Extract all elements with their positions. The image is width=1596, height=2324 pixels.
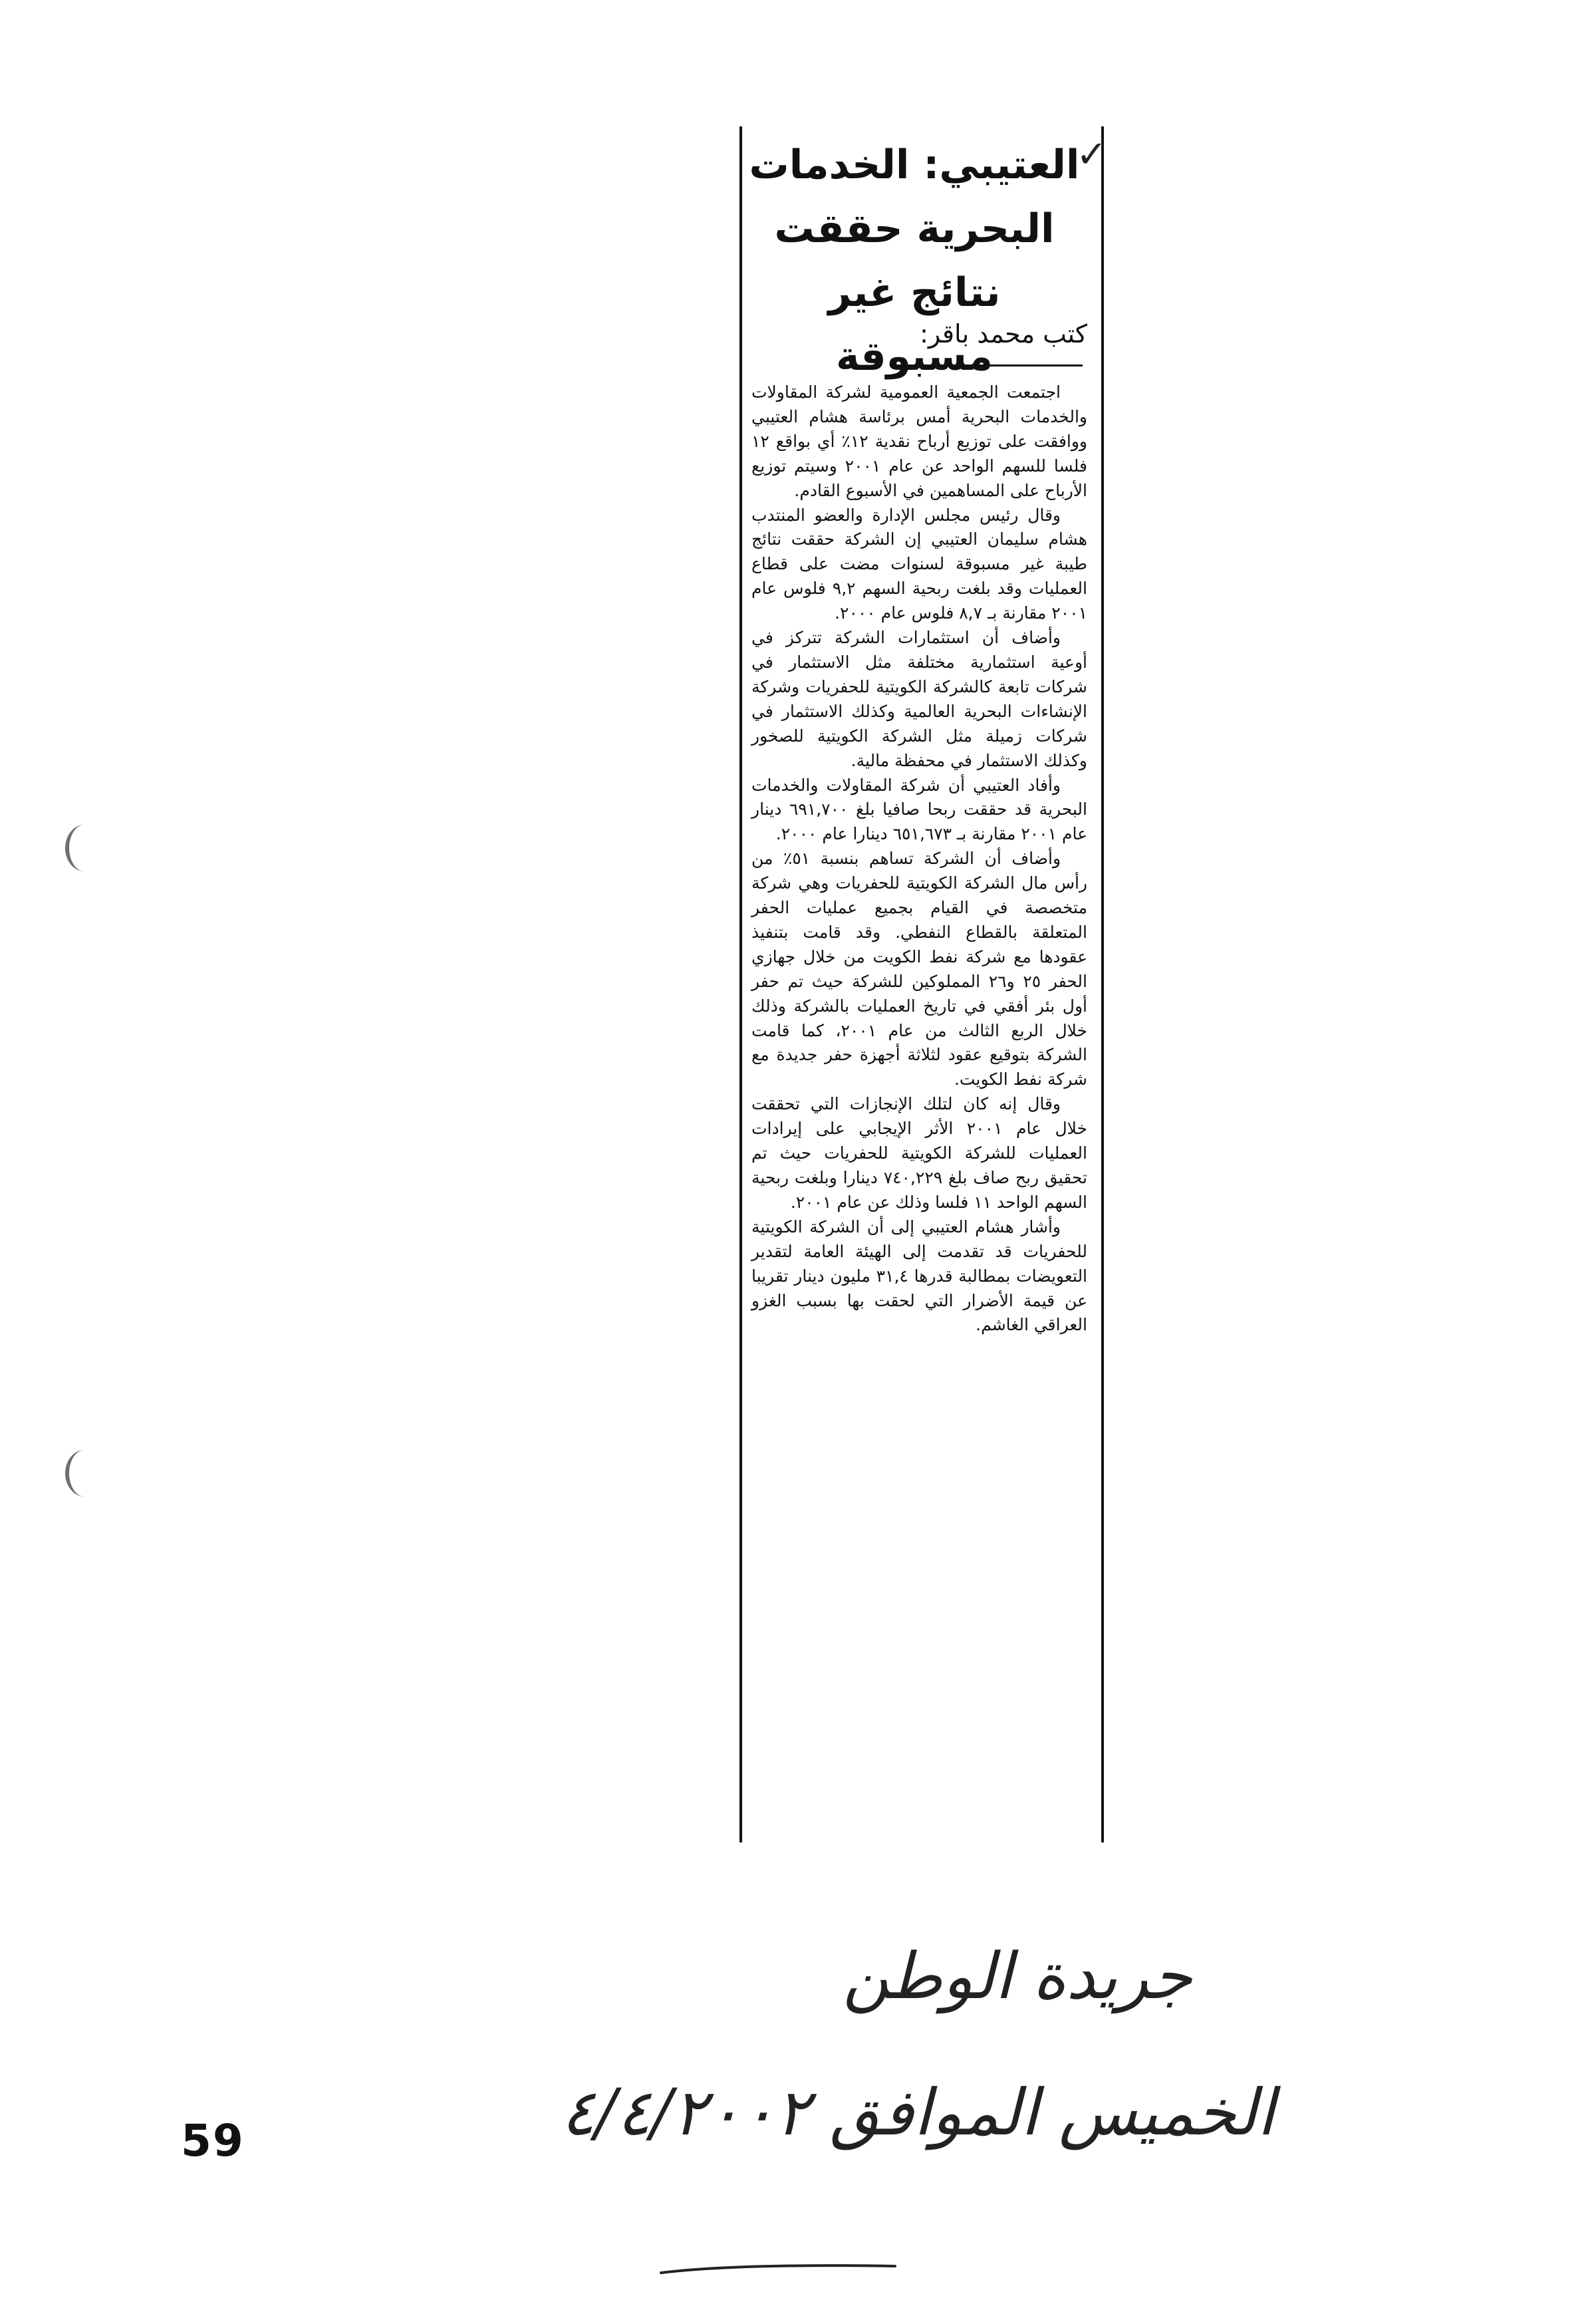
binder-hole-bottom [65,1450,104,1497]
article-paragraph: وأفاد العتيبي أن شركة المقاولات والخدمات البحرية قد حققت ربحا صافيا بلغ ٦٩١,٧٠٠ دينار عام ٢٠٠١ مقارنة بـ ٦٥١,٦٧٣ دينارا عام ٢٠٠٠. [751,775,1087,844]
handwritten-newspaper-name: جريدة الوطن [843,1939,1192,2013]
byline-rule [890,364,1083,366]
article-body [751,380,1087,1338]
binder-hole-top [65,825,104,871]
article-headline: العتيبي: الخدمات البحرية حققت نتائج غير مسبوقة [749,142,1080,380]
article-paragraph: وأشار هشام العتيبي إلى أن الشركة الكويتية للحفريات قد تقدمت إلى الهيئة العامة لتقدير التعويضات بمطالبة قدرها ٣١,٤ مليون دينار تقريبا عن قيمة الأضرار التي لحقت بها بسبب الغزو العراقي الغاشم. [751,1217,1088,1335]
checkmark-annotation: ✓ [1076,133,1107,176]
article-paragraph: وأضاف أن استثمارات الشركة تتركز في أوعية استثمارية مختلفة مثل الاستثمار في شركات تابعة كالشركة الكويتية للحفريات وشركة الإنشاءات البحرية العالمية وكذلك الاستثمار في شركات زميلة مثل الشركة الكويتية للصخور وكذلك الاستثمار في محفظة مالية. [751,628,1087,770]
article-paragraph: وأضاف أن الشركة تساهم بنسبة ٥١٪ من رأس مال الشركة الكويتية للحفريات وهي شركة متخصصة في القيام بجميع عمليات الحفر المتعلقة بالقطاع النفطي. وقد قامت بتنفيذ عقودها مع شركة نفط الكويت من خلال جهازي الحفر ٢٥ و٢٦ المملوكين للشركة حيث تم حفر أول بئر أفقي في تاريخ العمليات بالشركة وذلك خلال الربع الثالث من عام ٢٠٠١، كما قامت الشركة بتوقيع عقود لثلاثة أجهزة حفر جديدة مع شركة نفط الكويت. [751,849,1087,1089]
article-byline: كتب محمد باقر: [920,319,1087,349]
handwritten-underline [658,2258,898,2278]
article-paragraph: وقال إنه كان لتلك الإنجازات التي تحققت خلال عام ٢٠٠١ الأثر الإيجابي على إيرادات العمليات للشركة الكويتية للحفريات حيث تم تحقيق ربح صاف بلغ ٧٤٠,٢٢٩ دينارا وبلغت ربحية السهم الواحد ١١ فلسا وذلك عن عام ٢٠٠١. [751,1094,1087,1212]
page-number: 59 [181,2115,245,2166]
handwritten-date: الخميس الموافق ٤/٤/٢٠٠٢ [561,2075,1275,2150]
article-paragraph: وقال رئيس مجلس الإدارة والعضو المنتدب هشام سليمان العتيبي إن الشركة حققت نتائج طيبة غير مسبوقة لسنوات مضت على قطاع العمليات وقد بلغت ربحية السهم ٩,٢ فلوس عام ٢٠٠١ مقارنة بـ ٨,٧ فلوس عام ٢٠٠٠. [751,505,1087,623]
article-paragraph: اجتمعت الجمعية العمومية لشركة المقاولات والخدمات البحرية أمس برئاسة هشام العتيبي ووافقت على توزيع أرباح نقدية ١٢٪ أي بواقع ١٢ فلسا للسهم الواحد عن عام ٢٠٠١ وسيتم توزيع الأرباح على المساهمين في الأسبوع القادم. [751,382,1088,500]
